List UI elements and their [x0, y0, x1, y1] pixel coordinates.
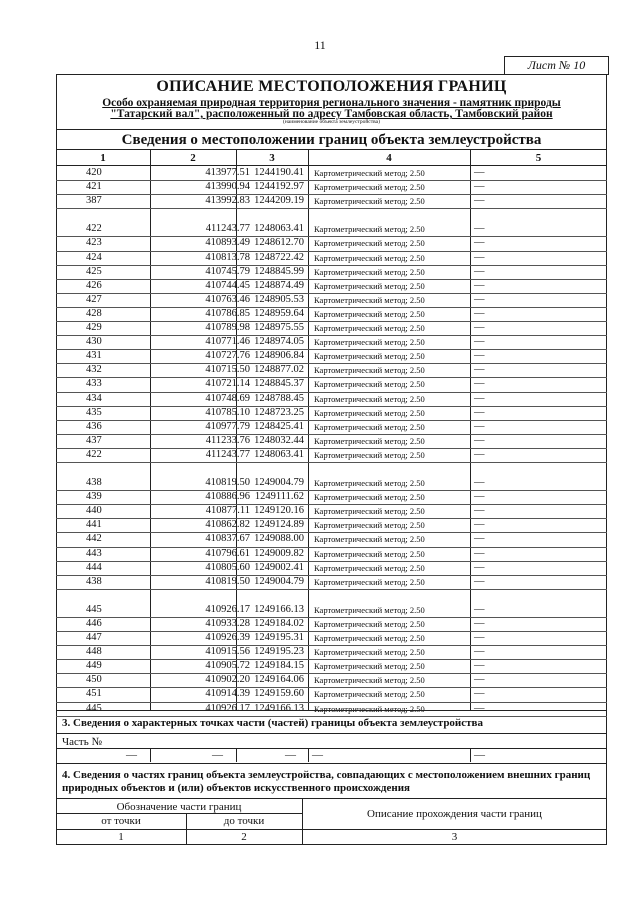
- table-row: [56, 265, 607, 279]
- x-coordinate: 410933.28: [205, 617, 250, 629]
- dash-cell: —: [474, 420, 485, 432]
- dash-cell: —: [474, 603, 485, 615]
- method-cell: Картометрический метод; 2.50: [314, 407, 425, 418]
- point-number: 445: [86, 702, 102, 714]
- table-row: [56, 476, 607, 490]
- x-coordinate: 410914.39: [205, 688, 250, 700]
- part-designation-header: Обозначение части границ: [116, 801, 242, 813]
- dash-cell: —: [474, 688, 485, 700]
- method-cell: Картометрический метод; 2.50: [314, 224, 425, 235]
- x-coordinate: 410721.14: [205, 378, 250, 390]
- y-coordinate: 1248425.41: [254, 420, 304, 432]
- y-coordinate: 1248032.44: [254, 434, 304, 446]
- method-cell: Картометрический метод; 2.50: [314, 548, 425, 559]
- x-coordinate: 410902.20: [205, 674, 250, 686]
- table-row: [56, 236, 607, 250]
- table-row: [56, 532, 607, 546]
- dash-cell: —: [474, 491, 485, 503]
- dash-cell: —: [474, 533, 485, 545]
- y-coordinate: 1249184.15: [254, 660, 304, 672]
- table-row: [56, 547, 607, 561]
- table-row: [56, 490, 607, 504]
- dash-cell: —: [474, 575, 485, 587]
- point-number: 429: [86, 322, 102, 333]
- y-coordinate: 1249124.89: [254, 519, 304, 531]
- method-cell: Картометрический метод; 2.50: [314, 280, 425, 291]
- point-number: 442: [86, 533, 102, 545]
- divider: [56, 129, 607, 130]
- dash-cell: —: [474, 279, 485, 291]
- table-row: [56, 631, 607, 645]
- method-cell: Картометрический метод; 2.50: [314, 689, 425, 700]
- x-coordinate: 413992.83: [205, 195, 250, 207]
- divider: [56, 829, 607, 830]
- point-number: 437: [86, 434, 102, 446]
- table-row: [56, 406, 607, 420]
- dash-cell: —: [474, 265, 485, 277]
- method-cell: Картометрический метод; 2.50: [314, 618, 425, 629]
- dash-cell: —: [474, 350, 485, 362]
- method-cell: Картометрический метод; 2.50: [314, 238, 425, 249]
- y-coordinate: 1249195.31: [254, 632, 304, 643]
- subtitle-line-2: "Татарский вал", расположенный по адресу Тамбовская область, Тамбовский район: [110, 108, 553, 120]
- point-number: 450: [86, 674, 102, 686]
- table-row: [56, 222, 607, 236]
- column-divider: [308, 748, 309, 762]
- column-divider: [470, 748, 471, 762]
- point-number: 428: [86, 307, 102, 319]
- divider: [56, 710, 607, 711]
- dash-cell: —: [474, 448, 485, 460]
- column-divider: [150, 748, 151, 762]
- y-coordinate: 1249195.23: [254, 646, 304, 658]
- empty-cell-dash: —: [474, 749, 485, 761]
- x-coordinate: 410771.46: [205, 336, 250, 348]
- table-row: [56, 420, 607, 434]
- point-number: 436: [86, 420, 102, 432]
- point-number: 447: [86, 632, 102, 643]
- row-divider: [56, 462, 607, 463]
- method-cell: Картометрический метод; 2.50: [314, 308, 425, 319]
- point-number: 421: [86, 181, 102, 193]
- dash-cell: —: [474, 237, 485, 249]
- method-cell: Картометрический метод; 2.50: [314, 520, 425, 531]
- table-row: [56, 349, 607, 363]
- x-coordinate: 410789.98: [205, 322, 250, 333]
- point-number: 435: [86, 406, 102, 418]
- y-coordinate: 1248975.55: [254, 322, 304, 333]
- x-coordinate: 410926.39: [205, 632, 250, 643]
- y-coordinate: 1249004.79: [254, 477, 304, 488]
- bottom-col-3: 3: [451, 831, 458, 843]
- y-coordinate: 1249088.00: [254, 533, 304, 545]
- x-coordinate: 410877.11: [205, 505, 250, 517]
- table-row: [56, 377, 607, 391]
- table-row: [56, 180, 607, 194]
- x-coordinate: 410727.76: [205, 350, 250, 362]
- table-row: [56, 434, 607, 448]
- divider: [56, 813, 302, 814]
- x-coordinate: 410926.17: [205, 603, 250, 615]
- dash-cell: —: [474, 181, 485, 193]
- divider: [56, 733, 607, 734]
- y-coordinate: 1249002.41: [254, 561, 304, 573]
- dash-cell: —: [474, 364, 485, 376]
- column-divider: [236, 748, 237, 762]
- y-coordinate: 1248874.49: [254, 279, 304, 291]
- x-coordinate: 413990.94: [205, 181, 250, 193]
- point-number: 427: [86, 293, 102, 305]
- dash-cell: —: [474, 251, 485, 263]
- y-coordinate: 1248845.37: [254, 378, 304, 390]
- bottom-col-1: 1: [118, 831, 124, 843]
- table-row: [56, 293, 607, 307]
- x-coordinate: 410977.79: [205, 420, 250, 432]
- y-coordinate: 1248722.42: [254, 251, 304, 263]
- y-coordinate: 1249184.02: [254, 617, 304, 629]
- table-row: [56, 321, 607, 335]
- table-row: [56, 659, 607, 673]
- x-coordinate: 410805.60: [205, 561, 250, 573]
- y-coordinate: 1248612.70: [254, 237, 304, 249]
- point-number: 431: [86, 350, 102, 362]
- y-coordinate: 1249159.60: [254, 688, 304, 700]
- point-number: 448: [86, 646, 102, 658]
- method-cell: Картометрический метод; 2.50: [314, 379, 425, 390]
- y-coordinate: 1249166.13: [254, 603, 304, 615]
- point-number: 420: [86, 167, 102, 178]
- y-coordinate: 1244209.19: [254, 195, 304, 207]
- y-coordinate: 1248788.45: [254, 392, 304, 404]
- table-row: [56, 448, 607, 462]
- document-title: ОПИСАНИЕ МЕСТОПОЛОЖЕНИЯ ГРАНИЦ: [156, 78, 507, 95]
- y-coordinate: 1244192.97: [254, 181, 304, 193]
- method-cell: Картометрический метод; 2.50: [314, 266, 425, 277]
- table-row: [56, 575, 607, 589]
- y-coordinate: 1248959.64: [254, 307, 304, 319]
- empty-cell-dash: —: [312, 749, 323, 761]
- dash-cell: —: [474, 406, 485, 418]
- y-coordinate: 1249166.13: [254, 702, 304, 714]
- y-coordinate: 1248845.99: [254, 265, 304, 277]
- point-number: 438: [86, 575, 102, 587]
- empty-cell-dash: —: [285, 749, 296, 761]
- x-coordinate: 410837.67: [205, 533, 250, 545]
- method-cell: Картометрический метод; 2.50: [314, 365, 425, 376]
- dash-cell: —: [474, 561, 485, 573]
- y-coordinate: 1248877.02: [254, 364, 304, 376]
- table-row: [56, 518, 607, 532]
- column-header-1: 1: [100, 152, 106, 164]
- point-number: 446: [86, 617, 102, 629]
- method-cell: Картометрический метод; 2.50: [314, 421, 425, 432]
- x-coordinate: 411233.76: [205, 434, 250, 446]
- divider: [56, 798, 607, 799]
- subtitle-caption: (наименование объекта землеустройства): [283, 119, 380, 125]
- dash-cell: —: [474, 632, 485, 643]
- point-number: 449: [86, 660, 102, 672]
- dash-cell: —: [474, 293, 485, 305]
- method-cell: Картометрический метод; 2.50: [314, 168, 425, 178]
- x-coordinate: 411243.77: [205, 223, 250, 235]
- method-cell: Картометрический метод; 2.50: [314, 506, 425, 517]
- page-number: 11: [314, 38, 326, 52]
- x-coordinate: 413977.51: [205, 167, 250, 178]
- point-number: 422: [86, 448, 102, 460]
- table-row: [56, 645, 607, 659]
- dash-cell: —: [474, 519, 485, 531]
- empty-cell-dash: —: [126, 749, 137, 761]
- y-coordinate: 1248905.53: [254, 293, 304, 305]
- method-cell: Картометрический метод; 2.50: [314, 337, 425, 348]
- empty-cell-dash: —: [212, 749, 223, 761]
- point-number: 440: [86, 505, 102, 517]
- table-row: [56, 279, 607, 293]
- point-number: 423: [86, 237, 102, 249]
- x-coordinate: 410893.49: [205, 237, 250, 249]
- column-header-2: 2: [190, 152, 196, 164]
- table-row: [56, 166, 607, 180]
- row-divider: [56, 208, 607, 209]
- x-coordinate: 410785.10: [205, 406, 250, 418]
- divider: [56, 763, 607, 764]
- table-row: [56, 617, 607, 631]
- point-number: 387: [86, 195, 102, 207]
- x-coordinate: 410763.46: [205, 293, 250, 305]
- table-row: [56, 673, 607, 687]
- column-header-3: 3: [269, 152, 275, 164]
- method-cell: Картометрический метод; 2.50: [314, 661, 425, 672]
- point-number: 444: [86, 561, 102, 573]
- dash-cell: —: [474, 547, 485, 559]
- dash-cell: —: [474, 336, 485, 348]
- y-coordinate: 1248723.25: [254, 406, 304, 418]
- dash-cell: —: [474, 505, 485, 517]
- table-row: [56, 194, 607, 208]
- y-coordinate: 1248063.41: [254, 448, 304, 460]
- dash-cell: —: [474, 702, 485, 714]
- x-coordinate: 410915.56: [205, 646, 250, 658]
- method-cell: Картометрический метод; 2.50: [314, 478, 425, 488]
- column-header-4: 4: [386, 152, 392, 164]
- table-row: [56, 335, 607, 349]
- x-coordinate: 410926.17: [205, 702, 250, 714]
- table-row: [56, 363, 607, 377]
- section-3-title: 3. Сведения о характерных точках части (частей) границы объекта землеустройства: [62, 717, 483, 729]
- x-coordinate: 410715.50: [205, 364, 250, 376]
- subtitle-line-1: Особо охраняемая природная территория регионального значения - памятник природы: [102, 97, 561, 109]
- point-number: 424: [86, 251, 102, 263]
- x-coordinate: 410796.61: [205, 547, 250, 559]
- point-number: 433: [86, 378, 102, 390]
- table-row: [56, 603, 607, 617]
- method-cell: Картометрический метод; 2.50: [314, 675, 425, 686]
- x-coordinate: 410744.45: [205, 279, 250, 291]
- method-cell: Картометрический метод; 2.50: [314, 576, 425, 587]
- dash-cell: —: [474, 617, 485, 629]
- description-header: Описание прохождения части границ: [367, 808, 542, 820]
- method-cell: Картометрический метод; 2.50: [314, 633, 425, 643]
- point-number: 430: [86, 336, 102, 348]
- table-row: [56, 504, 607, 518]
- point-number: 432: [86, 364, 102, 376]
- x-coordinate: 410862.82: [205, 519, 250, 531]
- y-coordinate: 1248974.05: [254, 336, 304, 348]
- section-4-title: 4. Сведения о частях границ объекта землеустройства, совпадающих с местоположением внешних границ природных объектов и (или) объектов искусственного происхождения: [62, 769, 591, 794]
- method-cell: Картометрический метод; 2.50: [314, 393, 425, 404]
- method-cell: Картометрический метод; 2.50: [314, 703, 425, 714]
- point-number: 438: [86, 477, 102, 488]
- method-cell: Картометрический метод; 2.50: [314, 252, 425, 263]
- table-row: [56, 561, 607, 575]
- dash-cell: —: [474, 434, 485, 446]
- dash-cell: —: [474, 223, 485, 235]
- point-number: 434: [86, 392, 102, 404]
- point-number: 426: [86, 279, 102, 291]
- dash-cell: —: [474, 646, 485, 658]
- method-cell: Картометрический метод; 2.50: [314, 492, 425, 503]
- point-number: 439: [86, 491, 102, 503]
- y-coordinate: 1248063.41: [254, 223, 304, 235]
- y-coordinate: 1249009.82: [254, 547, 304, 559]
- method-cell: Картометрический метод; 2.50: [314, 435, 425, 446]
- row-divider: [56, 589, 607, 590]
- bottom-col-2: 2: [241, 831, 247, 843]
- dash-cell: —: [474, 477, 485, 488]
- point-number: 451: [86, 688, 102, 700]
- method-cell: Картометрический метод; 2.50: [314, 294, 425, 305]
- method-cell: Картометрический метод; 2.50: [314, 562, 425, 573]
- dash-cell: —: [474, 167, 485, 178]
- point-number: 425: [86, 265, 102, 277]
- method-cell: Картометрический метод; 2.50: [314, 323, 425, 333]
- column-header-5: 5: [535, 152, 542, 164]
- dash-cell: —: [474, 392, 485, 404]
- point-number: 445: [86, 603, 102, 615]
- dash-cell: —: [474, 322, 485, 333]
- dash-cell: —: [474, 378, 485, 390]
- point-number: 422: [86, 223, 102, 235]
- point-number: 441: [86, 519, 102, 531]
- x-coordinate: 410748.69: [205, 392, 250, 404]
- divider: [56, 748, 607, 749]
- table-row: [56, 307, 607, 321]
- y-coordinate: 1249111.62: [254, 491, 304, 503]
- point-number: 443: [86, 547, 102, 559]
- dash-cell: —: [474, 307, 485, 319]
- method-cell: Картометрический метод; 2.50: [314, 534, 425, 545]
- from-point-header: от точки: [101, 815, 141, 827]
- x-coordinate: 411243.77: [205, 448, 250, 460]
- method-cell: Картометрический метод; 2.50: [314, 351, 425, 362]
- y-coordinate: 1244190.41: [254, 167, 304, 178]
- method-cell: Картометрический метод; 2.50: [314, 182, 425, 193]
- x-coordinate: 410886.96: [205, 491, 250, 503]
- y-coordinate: 1248906.84: [254, 350, 304, 362]
- sheet-label: Лист № 10: [504, 56, 609, 75]
- y-coordinate: 1249004.79: [254, 575, 304, 587]
- table-row: [56, 702, 607, 716]
- x-coordinate: 410819.50: [205, 477, 250, 488]
- divider: [56, 149, 607, 150]
- method-cell: Картометрический метод; 2.50: [314, 449, 425, 460]
- x-coordinate: 410813.78: [205, 251, 250, 263]
- table-row: [56, 392, 607, 406]
- dash-cell: —: [474, 674, 485, 686]
- x-coordinate: 410786.85: [205, 307, 250, 319]
- part-number-label: Часть №: [62, 736, 102, 748]
- table-row: [56, 251, 607, 265]
- y-coordinate: 1249120.16: [254, 505, 304, 517]
- x-coordinate: 410745.79: [205, 265, 250, 277]
- table-row: [56, 687, 607, 701]
- dash-cell: —: [474, 195, 485, 207]
- section-2-title: Сведения о местоположении границ объекта землеустройства: [121, 132, 542, 148]
- to-point-header: до точки: [223, 815, 265, 827]
- x-coordinate: 410905.72: [205, 660, 250, 672]
- dash-cell: —: [474, 660, 485, 672]
- x-coordinate: 410819.50: [205, 575, 250, 587]
- method-cell: Картометрический метод; 2.50: [314, 604, 425, 615]
- y-coordinate: 1249164.06: [254, 674, 304, 686]
- method-cell: Картометрический метод; 2.50: [314, 647, 425, 658]
- method-cell: Картометрический метод; 2.50: [314, 196, 425, 207]
